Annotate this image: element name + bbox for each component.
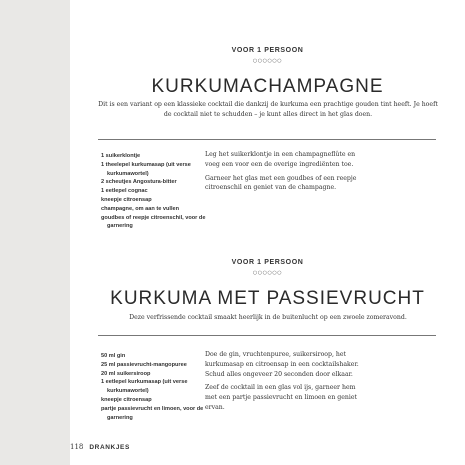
recipe-2-title: KURKUMA MET PASSIEVRUCHT [110,288,425,309]
recipe-1-serves: VOOR 1 PERSOON [231,47,304,54]
recipe-1-ornament: ○○○○○○ [252,58,283,64]
ingredient-item: 1 theelepel kurkumasap (uit verse kurkumawortel) [101,161,191,177]
recipe-1-title: KURKUMACHAMPAGNE [151,76,384,97]
page-number: 118 [70,443,84,451]
method-paragraph: Leg het suikerklontje in een champagneflûte en voeg een voor een de overige ingrediënten toe. [205,151,356,168]
ingredient-item: 2 scheutjes Angostura-bitter [101,179,177,186]
recipe-2-ingredients [101,352,206,422]
page-footer [70,443,130,451]
ingredient-item: 25 ml passievrucht-mangopuree [101,361,187,368]
recipe-2-serves: VOOR 1 PERSOON [231,259,304,266]
ingredient-item: kneepje citroensap [101,396,152,403]
ingredient-item: goudbes of reepje citroenschil, voor de garnering [101,214,206,230]
recipe-2-intro: Deze verfrissende cocktail smaakt heerlijk in de buitenlucht op een zwoele zomeravond. [129,314,407,321]
recipe-1-ingredients [101,152,206,231]
recipe-1-divider [98,139,436,140]
cookbook-page [70,0,465,465]
ingredient-item: 20 ml suikersiroop [101,370,151,377]
method-paragraph: Zeef de cocktail in een glas vol ijs, garneer hem met een partje passievrucht en limoen en geniet ervan. [205,384,358,411]
ingredient-item: 1 eetlepel kurkumasap (uit verse kurkumawortel) [101,379,188,395]
recipe-1-method [205,150,367,197]
ingredient-item: 50 ml gin [101,353,126,359]
recipe-2-divider [98,335,436,336]
ingredient-item: partje passievrucht en limoen, voor de garnering [101,405,204,421]
section-name: DRANKJES [89,444,130,451]
recipe-2-method [205,350,367,417]
method-paragraph: Garneer het glas met een goudbes of een reepje citroenschil en geniet van de champagne. [205,174,357,192]
ingredient-item: 1 suikerklontje [101,153,141,159]
ingredient-item: 1 eetlepel cognac [101,188,148,195]
recipe-1-intro: Dit is een variant op een klassieke cocktail die dankzij de kurkuma een prachtige gouden tint heeft. Je hoeft de cocktail niet te schudden – je kunt alles direct in het glas doen. [98,101,438,118]
ingredient-item: champagne, om aan te vullen [101,205,180,212]
ingredient-item: kneepje citroensap [101,196,152,203]
recipe-2-ornament: ○○○○○○ [252,270,283,276]
method-paragraph: Doe de gin, vruchtenpuree, suikersiroop, het kurkumasap en citroensap in een cocktailshaker. Schud alles ongeveer 20 seconden door elkaar. [205,351,359,378]
